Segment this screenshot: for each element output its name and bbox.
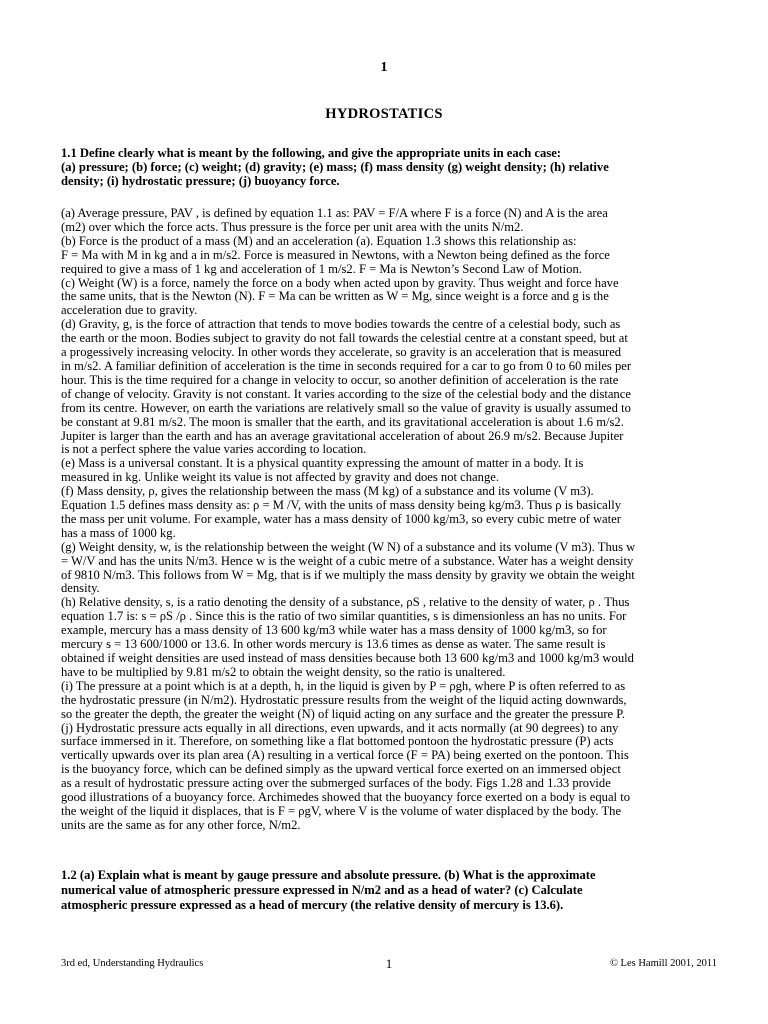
- question-1-line: 1.1 Define clearly what is meant by the following, and give the appropriate units in each case:: [61, 146, 561, 160]
- question-2-line: atmospheric pressure expressed as a head of mercury (the relative density of mercury is 13.6).: [61, 898, 564, 912]
- answer-line: (h) Relative density, s, is a ratio denoting the density of a substance, ρS , relative to the density of water, ρ . Thus: [61, 595, 630, 610]
- answer-line: as a result of hydrostatic pressure acting over the submerged surfaces of the body. Figs 1.28 and 1.33 provide: [61, 776, 611, 791]
- answer-line: the earth or the moon. Bodies subject to gravity do not fall towards the celestial centre at a constant speed, but at: [61, 331, 628, 346]
- answer-line: (a) Average pressure, PAV , is defined by equation 1.1 as: PAV = F/A where F is a force (N) and A is the area: [61, 206, 608, 220]
- answer-line: Equation 1.5 defines mass density as: ρ = M /V, with the units of mass density being kg/m3. Thus ρ is basically: [61, 498, 621, 513]
- answer-line: the mass per unit volume. For example, water has a mass density of 1000 kg/m3, so every cubic metre of water: [61, 511, 621, 526]
- answer-line: (f) Mass density, ρ, gives the relationship between the mass (M kg) of a substance and its volume (V m3).: [61, 484, 594, 499]
- answer-line: hour. This is the time required for a change in velocity to occur, so another definition of acceleration is the rate: [61, 372, 619, 387]
- chapter-title: HYDROSTATICS: [325, 106, 443, 122]
- answer-line: Jupiter is larger than the earth and has an average gravitational acceleration of about 26.9 m/s2. Because Jupiter: [61, 428, 624, 443]
- answer-line: equation 1.7 is: s = ρS /ρ . Since this is the ratio of two similar quantities, s is dimensionless an has no units. For: [61, 609, 627, 624]
- question-1: [61, 147, 717, 189]
- answer-line: is not a perfect sphere the value varies according to location.: [61, 442, 367, 457]
- answer-line: (g) Weight density, w, is the relationship between the weight (W N) of a substance and its volume (V m3). Thus w: [61, 539, 636, 554]
- answer-line: required to give a mass of 1 kg and acceleration of 1 m/s2. F = Ma is Newton’s Second Law of Motion.: [61, 261, 582, 276]
- answer-line: measured in kg. Unlike weight its value is not affected by gravity and does not change.: [61, 470, 499, 485]
- page-footer: [61, 958, 717, 974]
- answer-line: surface immersed in it. Therefore, on something like a flat bottomed pontoon the hydrostatic pressure (P) acts: [61, 734, 614, 749]
- answer-line: (j) Hydrostatic pressure acts equally in all directions, even upwards, and it acts normally (at 90 degrees) to any: [61, 720, 619, 735]
- answer-line: good illustrations of a buoyancy force. Archimedes showed that the buoyancy force exerted on a body is equal to: [61, 790, 630, 805]
- answer-line: (d) Gravity, g, is the force of attraction that tends to move bodies towards the centre of a celestial body, such as: [61, 317, 621, 332]
- answer-line: (c) Weight (W) is a force, namely the force on a body when acted upon by gravity. Thus weight and force have: [61, 275, 619, 290]
- answer-line: the hydrostatic pressure (in N/m2). Hydrostatic pressure results from the weight of the liquid acting downwards,: [61, 692, 627, 707]
- question-1-line: density; (i) hydrostatic pressure; (j) buoyancy force.: [61, 173, 340, 188]
- question-1-line: (a) pressure; (b) force; (c) weight; (d) gravity; (e) mass; (f) mass density (g) weight density; (h) relative: [61, 159, 609, 174]
- answer-line: vertically upwards over its plan area (A) resulting in a vertical force (F = PA) being exerted on the pontoon. This: [61, 748, 629, 763]
- answer-line: density.: [61, 581, 100, 596]
- answer-line: in m/s2. A familiar definition of acceleration is the time in seconds required for a car to go from 0 to 60 miles per: [61, 358, 632, 373]
- answer-line: has a mass of 1000 kg.: [61, 525, 176, 540]
- answer-line: is the buoyancy force, which can be defined simply as the upward vertical force exerted on an immersed object: [61, 762, 621, 777]
- answer-line: mercury s = 13 600/1000 or 13.6. In other words mercury is 13.6 times as dense as water. The same result is: [61, 637, 606, 652]
- answer-line: (e) Mass is a universal constant. It is a physical quantity expressing the amount of matter in a body. It is: [61, 456, 584, 471]
- answer-body: [61, 207, 717, 833]
- answer-line: example, mercury has a mass density of 13 600 kg/m3 while water has a mass density of 1000 kg/m3, so for: [61, 623, 607, 638]
- footer-copyright: © Les Hamill 2001, 2011: [609, 958, 717, 969]
- footer-book-title: 3rd ed, Understanding Hydraulics: [61, 958, 204, 969]
- answer-line: (i) The pressure at a point which is at a depth, h, in the liquid is given by P = ρgh, where P is often referred to as: [61, 678, 626, 693]
- answer-line: of 9810 N/m3. This follows from W = Mg, that is if we multiply the mass density by gravity we obtain the weight: [61, 567, 635, 582]
- answer-line: so the greater the depth, the greater the weight (N) of liquid acting on any surface and the greater the pressure P.: [61, 706, 626, 721]
- answer-line: have to be multiplied by 9.81 m/s2 to obtain the weight density, so the ratio is unaltered.: [61, 664, 506, 679]
- answer-line: of change of velocity. Gravity is not constant. It varies according to the size of the celestial body and the distance: [61, 386, 631, 401]
- answer-line: F = Ma with M in kg and a in m/s2. Force is measured in Newtons, with a Newton being defined as the force: [61, 247, 610, 262]
- footer-page-number: 1: [385, 956, 393, 971]
- answer-line: (m2) over which the force acts. Thus pressure is the force per unit area with the units N/m2.: [61, 219, 524, 234]
- question-2: [61, 868, 717, 913]
- answer-line: be constant at 9.81 m/s2. The moon is smaller that the earth, and its gravitational acceleration is about 1.6 m/s2.: [61, 414, 624, 429]
- answer-line: the weight of the liquid it displaces, that is F = ρgV, where V is the volume of water displaced by the body. The: [61, 803, 622, 818]
- answer-line: acceleration due to gravity.: [61, 303, 198, 318]
- answer-line: = W/V and has the units N/m3. Hence w is the weight of a cubic metre of a substance. Water has a weight density: [61, 553, 634, 568]
- question-2-line: 1.2 (a) Explain what is meant by gauge pressure and absolute pressure. (b) What is the approximate: [61, 868, 596, 882]
- answer-line: obtained if weight densities are used instead of mass densities because both 13 600 kg/m3 and 1000 kg/m3 would: [61, 651, 634, 665]
- answer-line: (b) Force is the product of a mass (M) and an acceleration (a). Equation 1.3 shows this relationship as:: [61, 233, 577, 248]
- chapter-number: 1: [380, 60, 388, 75]
- answer-line: units are the same as for any other force, N/m2.: [61, 817, 301, 832]
- answer-line: a progessively increasing velocity. In other words they accelerate, so gravity is an acceleration that is measured: [61, 345, 622, 360]
- question-2-line: numerical value of atmospheric pressure expressed in N/m2 and as a head of water? (c) Calculate: [61, 883, 583, 897]
- answer-line: the same units, that is the Newton (N). F = Ma can be written as W = Mg, since weight is a force and g is the: [61, 289, 609, 304]
- answer-line: from its centre. However, on earth the variations are relatively small so the value of gravity is usually assumed to: [61, 400, 631, 415]
